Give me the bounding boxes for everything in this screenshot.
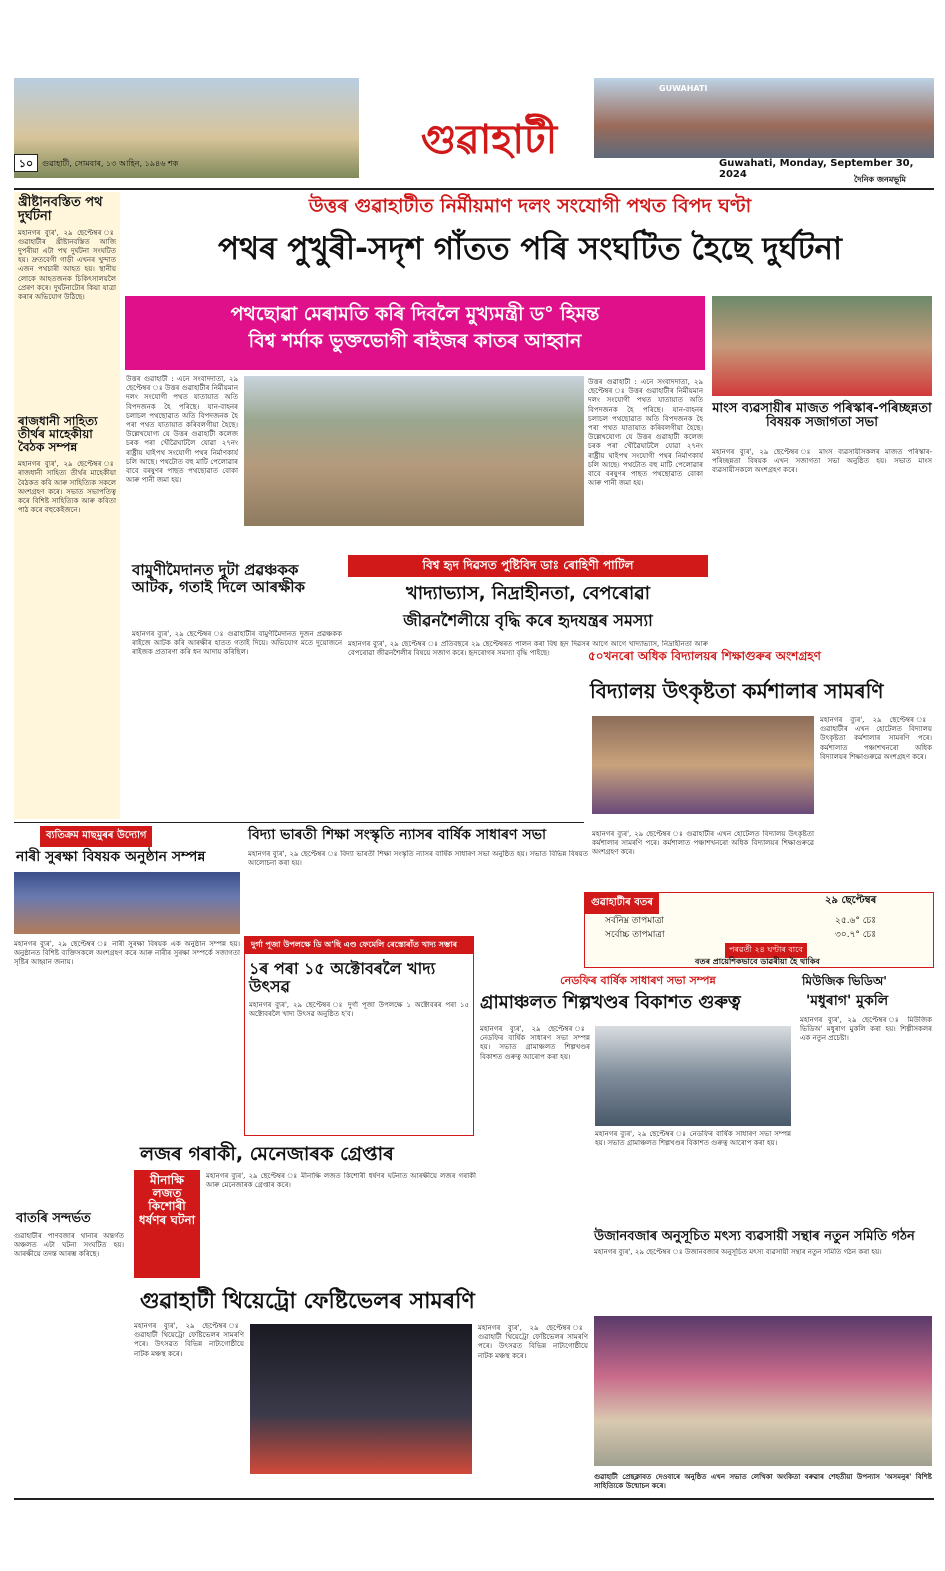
vidya-body: মহানগৰ ব্যুৰ', ২৯ ছেপ্টেম্বৰ ঃ বিদ্যা ভাৰতী শিক্ষা সংস্কৃতি ন্যাসৰ বাৰ্ষিক সাধাৰণ সভা অনুষ্ঠিত হয়। সভাত বিভিন্ন বিষয়ত আলোচনা কৰা হয়।: [248, 850, 588, 868]
heart-body: মহানগৰ ব্যুৰ', ২৯ ছেপ্টেম্বৰ ঃ প্ৰতিবছৰে ২৯ ছেপ্টেম্বৰত পালন কৰা বিশ্ব হৃদ দিৱসৰ আগে আগে খাদ্যাভ্যাস, নিদ্ৰাহীনতা আৰু বেপৰোৱা জীৱনশৈলীৰ বিষয়ে সজাগ কৰে। হৃদৰোগৰ সমস্যা বৃদ্ধি পাইছে।: [348, 640, 708, 658]
ned-title: গ্ৰামাঞ্চলত শিল্পখণ্ডৰ বিকাশত গুৰুত্ব: [480, 992, 741, 1013]
lead-photo: [244, 376, 584, 526]
masthead-sign: GUWAHATI: [659, 84, 708, 93]
lodge-body: মহানগৰ ব্যুৰ', ২৯ ছেপ্টেম্বৰ ঃ মীনাক্ষি লজত কিশোৰী ধৰ্ষণৰ ঘটনাত আৰক্ষীয়ে লজৰ গৰাকী আৰু মেনেজাৰক গ্ৰেপ্তাৰ কৰে।: [206, 1172, 476, 1190]
vidya-title: বিদ্যা ভাৰতী শিক্ষা সংস্কৃতি ন্যাসৰ বাৰ্ষিক সাধাৰণ সভা: [248, 827, 547, 843]
food-kicker: দুৰ্গা পূজা উপলক্ষে ডি অ'ছি এণ্ড ফেমেলি ৰেস্তোৰাঁত খাদ্য সম্ভাৰ: [245, 937, 473, 954]
lodge-tag: [134, 1170, 200, 1278]
paper-name: দৈনিক জনমভূমি: [854, 175, 906, 184]
banner-line: পথছোৱা মেৰামতি কৰি দিবলৈ মুখ্যমন্ত্ৰী ড° হিমন্ত: [230, 303, 600, 325]
story-title: খ্ৰীষ্টানবস্তিত পথ দুৰ্ঘটনা: [18, 195, 103, 225]
food-title: ১ৰ পৰা ১৫ অক্টোবৰলৈ খাদ্য উৎসৱ: [249, 959, 436, 996]
heart-kicker-bar: [348, 555, 708, 577]
left-title-5: বাতৰি সন্দৰ্ভত: [16, 1211, 91, 1226]
date-bn: গুৱাহাটী, সোমবাৰ, ১৩ আহিন, ১৯৪৬ শক: [42, 159, 179, 168]
weather-min-val: ২৫.৬° চেঃ: [835, 916, 877, 926]
date-en: Guwahati, Monday, September 30, 2024: [719, 158, 914, 180]
theatre-body: মহানগৰ ব্যুৰ', ২৯ ছেপ্টেম্বৰ ঃ গুৱাহাটী থিয়েট্ৰো ফেষ্টিভেলৰ সামৰণি পৰে। উৎসৱত বিভিন্ন নাট্যগোষ্ঠীয়ে নাটক মঞ্চস্থ কৰে।: [134, 1322, 244, 1358]
meat-body: মহানগৰ ব্যুৰ', ২৯ ছেপ্টেম্বৰ ঃ মাংস ব্যৱসায়ীসকলৰ মাজত পৰিস্কাৰ-পৰিচ্ছন্নতা বিষয়ক এখন সজাগতা সভা অনুষ্ঠিত হয়। সভাত মাংস ব্যৱসায়ীসকলে অংশগ্ৰহণ কৰে।: [712, 448, 932, 475]
music-title: 'মধুৰাগ' মুকলি: [806, 993, 889, 1009]
masthead-photo-right: [594, 78, 934, 158]
story-title: ৰাজধানী সাহিত্য তীৰ্থৰ মাহেকীয়া বৈঠক সম্পন্ন: [18, 413, 98, 454]
fish-photo: [594, 1316, 932, 1466]
school-photo: [592, 716, 814, 814]
ned-kicker: নেডফিৰ বাৰ্ষিক সাধাৰণ সভা সম্পন্ন: [560, 974, 716, 987]
school-headline: বিদ্যালয় উৎকৃষ্টতা কৰ্মশালাৰ সামৰণি: [590, 679, 884, 703]
music-body: মহানগৰ ব্যুৰ', ২৯ ছেপ্টেম্বৰ ঃ মিউজিক ভিডিঅ' মধুৰাগ মুকলি কৰা হয়। শিল্পীসকলৰ এক নতুন প্ৰচেষ্টা।: [800, 1016, 932, 1043]
women-photo: [14, 872, 240, 934]
music-kicker: মিউজিক ভিডিঅ': [802, 974, 887, 988]
left-column: [14, 192, 120, 819]
lead-kicker: উত্তৰ গুৱাহাটীত নিৰ্মীয়মাণ দলং সংযোগী পথত বিপদ ঘণ্টা: [308, 195, 752, 217]
lodge-tag-text: মীনাক্ষি লজত কিশোৰী ধৰ্ষণৰ ঘটনা: [138, 1173, 196, 1227]
arrest-title: বামুণীমৈদানত দুটা প্ৰৱঞ্চকক আটক, গতাই দিলে আৰক্ষীক: [132, 561, 306, 596]
meat-title: মাংস ব্যৱসায়ীৰ মাজত পৰিস্কাৰ-পৰিচ্ছন্নতা বিষয়ক সজাগতা সভা: [712, 401, 932, 431]
weather-max-label: সৰ্বোচ্চ তাপমাত্ৰা: [605, 930, 665, 940]
school-body-cont: মহানগৰ ব্যুৰ', ২৯ ছেপ্টেম্বৰ ঃ গুৱাহাটীৰ এখন হোটেলত বিদ্যালয় উৎকৃষ্টতা কৰ্মশালাৰ সামৰণি পৰে। কৰ্মশালাত পঞ্চাশখনৰো অধিক বিদ্যালয়ৰ শিক্ষাগুৰুৱে অংশগ্ৰহণ কৰে।: [592, 830, 814, 857]
story-body: মহানগৰ ব্যুৰ', ২৯ ছেপ্টেম্বৰ ঃ ৰাজধানী সাহিত্য তীৰ্থৰ মাহেকীয়া বৈঠকত কবি আৰু সাহিত্যিক সকলে অংশগ্ৰহণ কৰে। সভাত সভাপতিত্ব কৰে বিশিষ্ট সাহিত্যিক আৰু কবিতা পাঠ কৰে বহুকেইজনে।: [18, 460, 116, 515]
masthead: [14, 78, 934, 188]
weather-max-val: ৩০.৭° চেঃ: [835, 930, 877, 940]
ned-body: মহানগৰ ব্যুৰ', ২৯ ছেপ্টেম্বৰ ঃ নেডফিৰ বাৰ্ষিক সাধাৰণ সভা সম্পন্ন হয়। সভাত গ্ৰামাঞ্চলত শিল্পখণ্ডৰ বিকাশত গুৰুত্ব আৰোপ কৰা হয়।: [480, 1025, 590, 1061]
weather-min-label: সৰ্বনিম্ন তাপমাত্ৰা: [605, 916, 665, 926]
heart-kicker: বিশ্ব হৃদ দিৱসত পুষ্টিবিদ ডাঃ ৰোহিণী পাটিল: [422, 558, 634, 572]
school-body: মহানগৰ ব্যুৰ', ২৯ ছেপ্টেম্বৰ ঃ গুৱাহাটীৰ এখন হোটেলত বিদ্যালয় উৎকৃষ্টতা কৰ্মশালাৰ সামৰণি পৰে। কৰ্মশালাত পঞ্চাশখনৰো অধিক বিদ্যালয়ৰ শিক্ষাগুৰুৱে অংশগ্ৰহণ কৰে।: [820, 716, 932, 761]
weather-note: বতৰ প্ৰায়েশিকভাবে ডাৱৰীয়া হৈ থাকিব: [695, 957, 820, 966]
school-kicker: ৫০খনৰো অধিক বিদ্যালয়ৰ শিক্ষাগুৰুৰ অংশগ্ৰহণ: [588, 649, 821, 663]
story-body: মহানগৰ ব্যুৰ', ২৯ ছেপ্টেম্বৰ ঃ গুৱাহাটীৰ খ্ৰীষ্টানবস্তিত আজি দুপৰীয়া এটা পথ দুৰ্ঘটনা সংঘটিত হয়। দ্ৰুতবেগী গাড়ী এখনৰ খুন্দাত এজন পথচাৰী আহত হয়। স্থানীয় লোকে আহতজনক চিকিৎসালয়লৈ প্ৰেৰণ কৰে। দুৰ্ঘটনাটোৰ কিয়া যাত্ৰা কৰাৰ অভিযোগ উঠিছে।: [18, 228, 116, 302]
masthead-logo: গুৱাহাটী: [420, 116, 558, 163]
women-body: মহানগৰ ব্যুৰ', ২৯ ছেপ্টেম্বৰ ঃ নাৰী সুৰক্ষা বিষয়ক এক অনুষ্ঠান সম্পন্ন হয়। অনুষ্ঠানত বিশিষ্ট ব্যক্তিসকলে অংশগ্ৰহণ কৰে আৰু নাৰীৰ সুৰক্ষা সম্পৰ্কে সজাগতা সৃষ্টিৰ আহ্বান জনায়।: [14, 940, 240, 967]
weather-date: ২৯ ছেপ্টেম্বৰ: [825, 895, 877, 906]
arrest-body: মহানগৰ ব্যুৰ', ২৯ ছেপ্টেম্বৰ ঃ গুৱাহাটীৰ বামুণীমৈদানত দুজন প্ৰৱঞ্চকক ৰাইজে আটক কৰি আৰক্ষীৰ হাতত গতাই দিয়ে। অভিযোগ মতে দুয়োজনে ৰাইজক প্ৰতাৰণা কৰি ধন আদায় কৰিছিল।: [132, 630, 342, 657]
heart-headline: জীৱনশৈলীয়ে বৃদ্ধি কৰে হৃদযন্ত্ৰৰ সমস্যা: [403, 611, 653, 630]
theatre-body-cont: মহানগৰ ব্যুৰ', ২৯ ছেপ্টেম্বৰ ঃ গুৱাহাটী থিয়েট্ৰো ফেষ্টিভেলৰ সামৰণি পৰে। উৎসৱত বিভিন্ন নাট্যগোষ্ঠীয়ে নাটক মঞ্চস্থ কৰে।: [478, 1324, 588, 1360]
food-body: মহানগৰ ব্যুৰ', ২৯ ছেপ্টেম্বৰ ঃ দুৰ্গা পূজা উপলক্ষে ১ অক্টোবৰৰ পৰা ১৫ অক্টোবৰলৈ খাদ্য উৎসৱ অনুষ্ঠিত হ'ব।: [249, 1001, 469, 1019]
women-title: নাৰী সুৰক্ষা বিষয়ক অনুষ্ঠান সম্পন্ন: [16, 849, 206, 865]
food-box: [244, 936, 474, 1136]
banner-line: বিশ্ব শৰ্মাক ভুক্তভোগী ৰাইজৰ কাতৰ আহ্বান: [248, 329, 582, 352]
weather-next: পৰৱৰ্তী ২৪ ঘণ্টাৰ বাবে: [725, 943, 807, 958]
women-kicker: ব্যতিক্ৰম মাছমুৰৰ উদ্যোগ: [40, 826, 152, 847]
fish-title: উজানবজাৰ অনুসূচিত মৎস্য ব্যৱসায়ী সন্থাৰ নতুন সমিতি গঠন: [594, 1229, 915, 1244]
lead-headline: পথৰ পুখুৰী-সদৃশ গাঁতত পৰি সংঘটিত হৈছে দুৰ্ঘটনা: [217, 231, 843, 267]
fish-body: মহানগৰ ব্যুৰ', ২৯ ছেপ্টেম্বৰ ঃ উজানবজাৰ অনুসূচিত মৎস্য ব্যৱসায়ী সন্থাৰ নতুন সমিতি গঠন কৰা হয়।: [594, 1248, 882, 1256]
heart-headline: খাদ্যাভ্যাস, নিদ্ৰাহীনতা, বেপৰোৱা: [406, 583, 650, 604]
lead-body-cont: উত্তৰ গুৱাহাটী : এনে সংবাদদাতা, ২৯ ছেপ্টেম্বৰ ঃ উত্তৰ গুৱাহাটীৰ নিৰ্মীয়মান দলং সংযোগী পথত যাতায়াত অতি বিপদজনক হৈ পৰিছে। যান-বাহনৰ চলাচল পথছোৱাত অতি বিপদজনক হৈ পৰা পথত যাতায়াত কৰিবলগীয়া হৈছে। উল্লেখযোগ্য যে উত্তৰ গুৱাহাটী কলেজ চৰক পৰা খৌৱৈঘাটলৈ যোৱা ২৭নং ৰাষ্ট্ৰীয় ঘাইপথ সংযোগী পথৰ নিৰ্মাণকাৰ্য চলি আছে। পথটোত বহু মাটি পেলোৱাৰ বাবে বৰষুণৰ পাছত পথছোৱাত বোকা আৰু পানী জমা হয়।: [588, 378, 703, 488]
page-number: ১০: [14, 154, 38, 172]
lead-banner: [125, 296, 705, 370]
weather-box: [584, 892, 934, 968]
left-body-5: গুৱাহাটীৰ পাণবজাৰ থানাৰ অন্তৰ্গত অঞ্চলত এটা ঘটনা সংঘটিত হয়। আৰক্ষীয়ে তদন্ত আৰম্ভ কৰিছে।: [14, 1232, 124, 1259]
weather-label: গুৱাহাটীৰ বতৰ: [585, 893, 659, 914]
lodge-title: লজৰ গৰাকী, মেনেজাৰক গ্ৰেপ্তাৰ: [140, 1143, 394, 1165]
fish-caption: গুৱাহাটী প্ৰেছক্লাবত দেওবাৰে অনুষ্ঠিত এখন সভাত লেখিকা অংকিতা বৰুৱাৰ শেহতীয়া উপন্যাস 'অসমনুৰ' বিশিষ্ট সাহিত্যিকে উন্মোচন কৰে।: [594, 1472, 932, 1491]
ned-photo: [595, 1026, 791, 1126]
theatre-title: গুৱাহাটী থিয়েট্ৰো ফেষ্টিভেলৰ সামৰণি: [140, 1289, 475, 1314]
ned-body-cont: মহানগৰ ব্যুৰ', ২৯ ছেপ্টেম্বৰ ঃ নেডফিৰ বাৰ্ষিক সাধাৰণ সভা সম্পন্ন হয়। সভাত গ্ৰামাঞ্চলত শিল্পখণ্ডৰ বিকাশত গুৰুত্ব আৰোপ কৰা হয়।: [595, 1130, 791, 1148]
meat-photo: [712, 296, 932, 396]
theatre-photo: [250, 1324, 472, 1474]
lead-body: উত্তৰ গুৱাহাটী : এনে সংবাদদাতা, ২৯ ছেপ্টেম্বৰ ঃ উত্তৰ গুৱাহাটীৰ নিৰ্মীয়মান দলং সংযোগী পথত যাতায়াত অতি বিপদজনক হৈ পৰিছে। যান-বাহনৰ চলাচল পথছোৱাত অতি বিপদজনক হৈ পৰা পথত যাতায়াত কৰিবলগীয়া হৈছে। উল্লেখযোগ্য যে উত্তৰ গুৱাহাটী কলেজ চৰক পৰা খৌৱৈঘাটলৈ যোৱা ২৭নং ৰাষ্ট্ৰীয় ঘাইপথ সংযোগী পথৰ নিৰ্মাণকাৰ্য চলি আছে। পথটোত বহু মাটি পেলোৱাৰ বাবে বৰষুণৰ পাছত পথছোৱাত বোকা আৰু পানী জমা হয়।: [126, 375, 238, 485]
